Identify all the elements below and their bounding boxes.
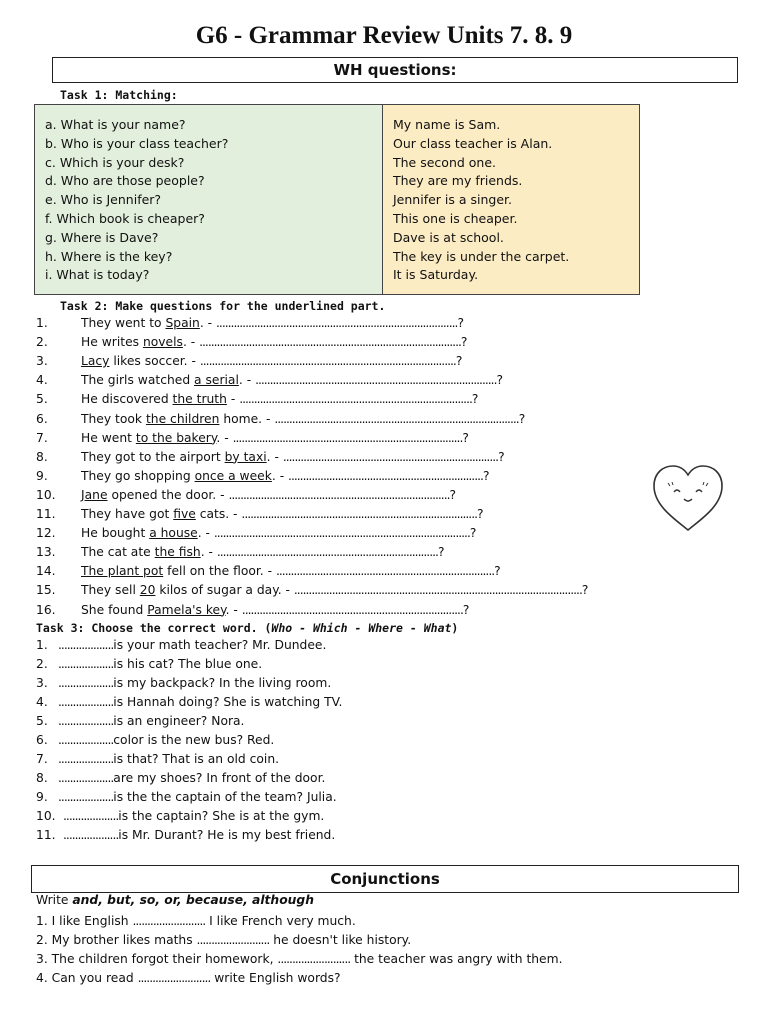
- conjunction-row: [36, 931, 411, 950]
- underlined-part: five: [173, 507, 196, 521]
- item-number: 9.: [36, 790, 48, 804]
- item-text: [81, 581, 588, 600]
- question-mark: ?: [469, 526, 477, 541]
- item-number: 11.: [36, 828, 56, 842]
- answer-blank: ...................: [58, 676, 114, 690]
- answer-blank: ....................................................................................: [274, 411, 519, 426]
- sentence-end: . -: [200, 545, 217, 560]
- item-number: 8.: [36, 449, 48, 464]
- item-number: 3.: [36, 676, 48, 690]
- sentence-start: They took: [81, 411, 146, 426]
- sentence-end: write English words?: [210, 971, 341, 985]
- item-text: [81, 524, 476, 543]
- matching-table: [34, 104, 640, 295]
- item-number: 5.: [36, 392, 48, 407]
- sentence-start: The cat ate: [81, 545, 155, 560]
- question-mark: ?: [457, 316, 464, 330]
- underlined-part: the children: [145, 411, 220, 426]
- sentence-end: . -: [266, 449, 283, 464]
- question-text: is the captain? She is at the gym.: [118, 809, 325, 823]
- item-number: 2.: [36, 335, 48, 350]
- sentence-end: . -: [216, 430, 233, 445]
- item-text: [81, 371, 503, 390]
- answer-blank: .................................................................................: [241, 507, 478, 521]
- answer-blank: ...................: [63, 809, 119, 823]
- question-mark: ?: [482, 468, 490, 483]
- matching-question: f. Which book is cheaper?: [45, 210, 205, 226]
- item-text: [58, 788, 337, 807]
- item-text: [81, 410, 525, 429]
- question-text: color is the new bus? Red.: [113, 733, 275, 747]
- item-text: [58, 712, 244, 731]
- item-number: 4.: [36, 695, 48, 709]
- sentence-end: home. -: [219, 411, 275, 426]
- heart-icon: [650, 462, 726, 534]
- matching-question: e. Who is Jennifer?: [45, 192, 162, 208]
- item-text: [58, 769, 325, 788]
- sentence-start: The girls watched: [81, 373, 195, 388]
- matching-answer: Dave is at school.: [393, 229, 504, 245]
- sentence-start: 3. The children forgot their homework,: [36, 952, 278, 966]
- conjunction-row: [36, 969, 341, 988]
- matching-answer: The second one.: [393, 154, 497, 170]
- matching-question: d. Who are those people?: [45, 173, 205, 189]
- question-text: is Hannah doing? She is watching TV.: [113, 695, 343, 709]
- item-number: 2.: [36, 657, 48, 671]
- item-text: [81, 543, 444, 562]
- underlined-part: a serial: [194, 373, 239, 388]
- sentence-end: . -: [182, 335, 200, 350]
- answer-blank: ...................: [58, 714, 114, 728]
- item-number: 14.: [36, 564, 56, 579]
- sentence-start: She found: [81, 602, 148, 617]
- answer-blank: ........................................................................................: [213, 526, 470, 541]
- sentence-start: They go shopping: [81, 468, 195, 483]
- sentence-start: 4. Can you read: [36, 971, 138, 985]
- item-text: [81, 429, 469, 448]
- item-text: [81, 390, 478, 409]
- item-text: [81, 562, 501, 581]
- item-text: [81, 314, 464, 333]
- sentence-end: likes soccer. -: [109, 354, 200, 369]
- item-text: [81, 467, 489, 486]
- task1-label: Task 1: Matching:: [60, 88, 178, 102]
- answer-blank: ...................: [58, 790, 114, 804]
- underlined-part: 20: [139, 583, 156, 598]
- answer-blank: ...................: [63, 828, 119, 842]
- matching-question: i. What is today?: [45, 267, 150, 283]
- answer-blank: ...................................................................................................: [293, 583, 582, 598]
- answer-blank: ..........................................................................................: [199, 335, 461, 350]
- item-number: 8.: [36, 771, 48, 785]
- item-text: [58, 674, 331, 693]
- answer-blank: ...................................................................................: [255, 373, 497, 388]
- task3-label-end: ): [451, 621, 459, 635]
- item-number: 12.: [36, 526, 56, 541]
- question-mark: ?: [494, 564, 501, 579]
- sentence-end: the teacher was angry with them.: [350, 952, 563, 966]
- question-text: is the the captain of the team? Julia.: [113, 790, 337, 804]
- underlined-part: the fish: [154, 545, 201, 560]
- item-number: 1.: [36, 638, 48, 652]
- matching-answer: My name is Sam.: [393, 117, 501, 132]
- question-mark: ?: [437, 545, 445, 560]
- question-text: is that? That is an old coin.: [113, 752, 280, 766]
- sentence-end: cats. -: [195, 507, 242, 521]
- question-text: is an engineer? Nora.: [113, 714, 245, 728]
- underlined-part: once a week: [194, 468, 272, 483]
- sentence-end: opened the door. -: [107, 487, 229, 502]
- underlined-part: The plant pot: [81, 564, 164, 579]
- sentence-start: He writes: [81, 335, 143, 350]
- answer-blank: ...................: [58, 638, 114, 652]
- item-text: [81, 505, 484, 524]
- answer-blank: ...................................................................................: [216, 316, 458, 330]
- answer-blank: .........................: [137, 971, 211, 985]
- answer-blank: .........................: [196, 933, 270, 947]
- question-mark: ?: [496, 373, 504, 388]
- item-number: 11.: [36, 507, 56, 521]
- conjunction-row: [36, 950, 563, 969]
- sentence-start: 2. My brother likes maths: [36, 933, 197, 947]
- question-text: are my shoes? In front of the door.: [113, 771, 326, 785]
- item-number: 3.: [36, 354, 48, 369]
- item-text: [63, 807, 324, 826]
- matching-question: b. Who is your class teacher?: [45, 135, 229, 151]
- item-text: [58, 750, 279, 769]
- underlined-part: by taxi: [224, 449, 267, 464]
- matching-answer: Jennifer is a singer.: [393, 192, 512, 208]
- answer-blank: .........................: [277, 952, 351, 966]
- matching-answer: The key is under the carpet.: [393, 248, 570, 264]
- item-text: [58, 731, 274, 750]
- question-text: is his cat? The blue one.: [113, 657, 263, 671]
- underlined-part: Lacy: [81, 354, 110, 369]
- answer-blank: ...................: [58, 733, 114, 747]
- matching-question: a. What is your name?: [45, 117, 186, 132]
- sentence-end: -: [226, 392, 240, 407]
- sentence-end: . -: [271, 468, 289, 483]
- answer-blank: ............................................................................: [241, 602, 463, 617]
- underlined-part: Jane: [81, 487, 108, 502]
- sentence-start: 1. I like English: [36, 914, 133, 928]
- underlined-part: Spain: [165, 316, 200, 330]
- answer-blank: ...............................................................................: [232, 430, 463, 445]
- sentence-end: fell on the floor. -: [163, 564, 276, 579]
- conjunctions-instruction: [36, 893, 314, 907]
- underlined-part: the truth: [172, 392, 227, 407]
- item-number: 7.: [36, 430, 48, 445]
- matching-question: g. Where is Dave?: [45, 229, 159, 245]
- sentence-end: he doesn't like history.: [269, 933, 412, 947]
- answer-blank: ...................: [58, 752, 114, 766]
- question-mark: ?: [455, 354, 463, 369]
- item-number: 10.: [36, 809, 56, 823]
- item-number: 1.: [36, 316, 48, 330]
- question-mark: ?: [498, 449, 505, 464]
- sentence-start: They have got: [81, 507, 174, 521]
- task2-label: Task 2: Make questions for the underlined part.: [60, 299, 386, 313]
- item-text: [58, 655, 262, 674]
- matching-answer: This one is cheaper.: [393, 210, 518, 226]
- item-number: 5.: [36, 714, 48, 728]
- sentence-end: . -: [197, 526, 214, 541]
- question-mark: ?: [518, 411, 526, 426]
- sentence-end: . -: [199, 316, 216, 330]
- matching-answer: Our class teacher is Alan.: [393, 135, 553, 151]
- sentence-start: He went: [81, 430, 136, 445]
- item-text: [81, 486, 456, 505]
- question-text: is my backpack? In the living room.: [113, 676, 332, 690]
- item-number: 13.: [36, 545, 56, 560]
- item-number: 4.: [36, 373, 48, 388]
- conjunction-row: [36, 912, 356, 931]
- matching-questions: [35, 105, 383, 294]
- task3-label: [36, 621, 458, 635]
- item-text: [81, 333, 467, 352]
- item-text: [81, 352, 462, 371]
- matching-answers: [383, 105, 639, 294]
- underlined-part: novels: [142, 335, 183, 350]
- answer-blank: ...................: [58, 657, 114, 671]
- instruction-prefix: Write: [36, 893, 73, 907]
- sentence-start: They went to: [81, 316, 166, 330]
- answer-blank: ................................................................................: [239, 392, 472, 407]
- item-text: [58, 636, 326, 655]
- item-number: 15.: [36, 583, 56, 598]
- question-text: is your math teacher? Mr. Dundee.: [113, 638, 327, 652]
- item-number: 7.: [36, 752, 48, 766]
- question-mark: ?: [581, 583, 589, 598]
- question-mark: ?: [462, 430, 469, 445]
- sentence-start: They sell: [81, 583, 140, 598]
- answer-blank: ...........................................................................: [275, 564, 495, 579]
- page-title: G6 - Grammar Review Units 7. 8. 9: [195, 22, 573, 49]
- answer-blank: .........................: [132, 914, 206, 928]
- answer-blank: ...................: [58, 695, 114, 709]
- question-mark: ?: [477, 507, 484, 521]
- item-text: [58, 693, 342, 712]
- question-mark: ?: [460, 335, 468, 350]
- answer-blank: ..........................................................................: [282, 449, 499, 464]
- item-number: 6.: [36, 733, 48, 747]
- sentence-start: He bought: [81, 526, 150, 541]
- answer-blank: ...................: [58, 771, 114, 785]
- item-text: [81, 448, 505, 467]
- task3-choices: Who - Which - Where - What: [271, 621, 452, 635]
- wh-questions-header: WH questions:: [52, 57, 738, 83]
- answer-blank: ............................................................................: [228, 487, 450, 502]
- answer-blank: ........................................................................................: [199, 354, 456, 369]
- item-text: [63, 826, 335, 845]
- underlined-part: Pamela's key: [147, 602, 226, 617]
- sentence-end: kilos of sugar a day. -: [155, 583, 294, 598]
- sentence-end: . -: [238, 373, 256, 388]
- item-number: 16.: [36, 602, 56, 617]
- matching-answer: It is Saturday.: [393, 267, 479, 283]
- underlined-part: a house: [149, 526, 198, 541]
- item-number: 6.: [36, 411, 48, 426]
- sentence-start: They got to the airport: [81, 449, 225, 464]
- item-text: [81, 601, 469, 620]
- sentence-end: I like French very much.: [205, 914, 356, 928]
- matching-question: h. Where is the key?: [45, 248, 173, 264]
- sentence-end: . -: [225, 602, 242, 617]
- item-number: 9.: [36, 468, 48, 483]
- sentence-start: He discovered: [81, 392, 173, 407]
- task3-label-text: Task 3: Choose the correct word. (: [36, 621, 272, 635]
- question-mark: ?: [471, 392, 479, 407]
- matching-answer: They are my friends.: [393, 173, 523, 189]
- conjunctions-header: Conjunctions: [31, 865, 739, 893]
- underlined-part: to the bakery: [135, 430, 217, 445]
- instruction-words: and, but, so, or, because, although: [72, 893, 314, 907]
- item-number: 10.: [36, 487, 56, 502]
- question-text: is Mr. Durant? He is my best friend.: [118, 828, 336, 842]
- question-mark: ?: [449, 487, 457, 502]
- question-mark: ?: [462, 602, 470, 617]
- answer-blank: ............................................................................: [216, 545, 438, 560]
- matching-question: c. Which is your desk?: [45, 154, 185, 170]
- answer-blank: ...................................................................: [288, 468, 483, 483]
